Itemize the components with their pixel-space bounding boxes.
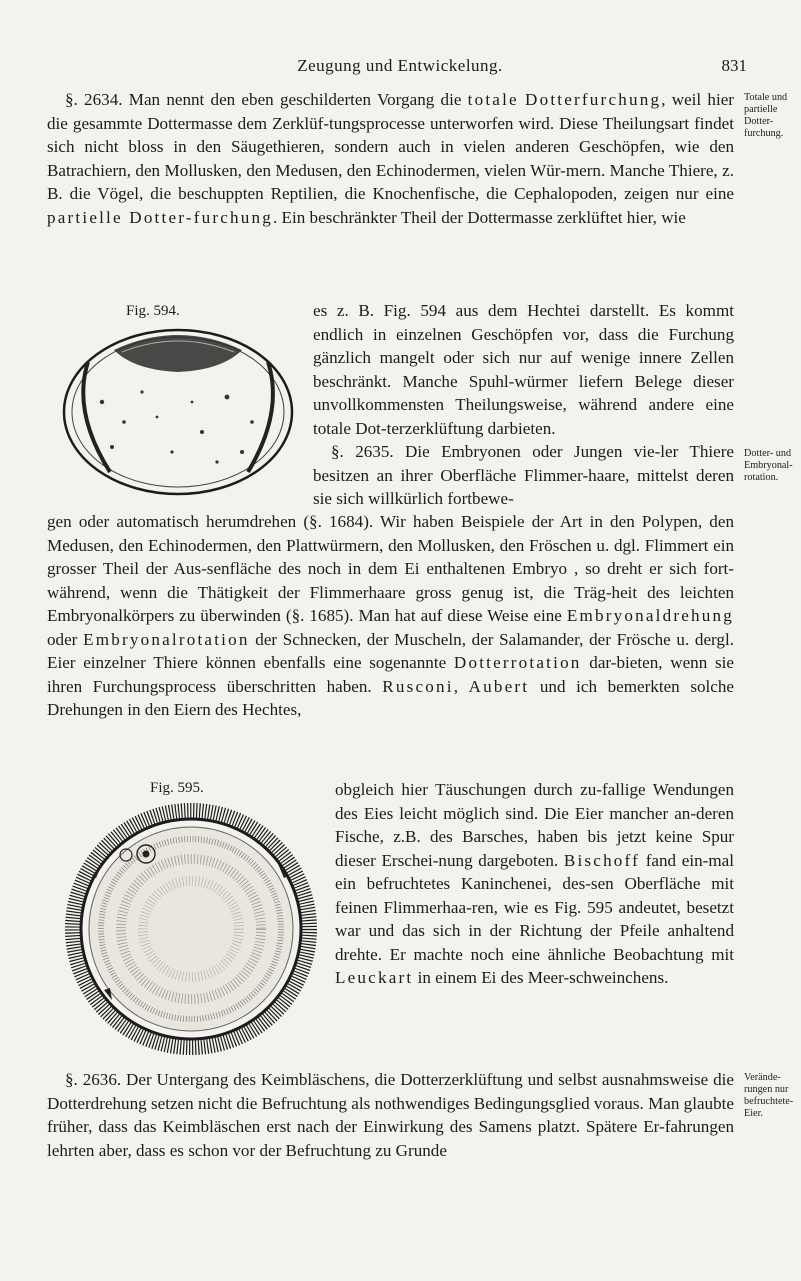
author-bischoff: Bischoff	[563, 850, 641, 870]
text-run: gen oder automatisch herumdrehen (§. 1684). Wir haben Beispiele der Art in den Polypen, den Medusen, den Echinodermen, den Plattwürmern, den Mollusken, den Fröschen u. dgl. Flimmert ein grosser Theil der Aus-senfläche des noch in dem Ei enthaltenen Embryo , so dreht er sich fort-während, wenn die Thätigkeit der Flimmerhaare gross genug ist, die Träg-heit des leichten Embryonalkörpers zu überwinden (§. 1685). Man hat auf diese Weise eine	[47, 512, 734, 625]
page-number: 831	[721, 56, 747, 75]
author-rusconi: Rusconi	[382, 676, 454, 696]
running-title: Zeugung und Entwickelung.	[297, 56, 503, 75]
text-run: dar-bieten, wenn sie ihren Furchungsprocess überschritten haben.	[47, 653, 734, 696]
emphasis-totale: totale	[467, 90, 519, 109]
author-leuckart: Leuckart	[335, 968, 414, 987]
figure-594-label: Fig. 594.	[126, 303, 180, 319]
margin-note-rotation: Dotter- und Embryonal-rotation.	[744, 448, 793, 483]
emphasis-embryonalrotation: Embryonalrotation	[83, 629, 250, 649]
emphasis-embryonaldrehung: Embryonaldrehung	[566, 606, 734, 625]
figure-595-ciliated-egg-illustration	[60, 800, 322, 1058]
text-run: oder	[47, 629, 84, 649]
text-run: §. 2634. Man nennt den eben geschilderten Vorgang die	[65, 90, 468, 109]
text-run: in einem Ei des Meer-schweinchens.	[413, 968, 669, 987]
text-run: es z. B. Fig. 594 aus dem Hechtei darstellt. Es kommt endlich in einzelnen Geschöpfen vor, dass die Furchung gänzlich mangelt oder sich nur auf wenige innere Zellen beschränkt. Manche Spuhl-würmer liefern Belege dieser unvollkommensten Theilungsweise, während andere eine totale Dot-terzerklüftung darbieten.	[313, 301, 734, 438]
emphasis-partielle: partielle Dotter-furchung	[47, 207, 273, 227]
wrapped-text-fig595	[335, 778, 734, 990]
text-run: obgleich hier Täuschungen durch zu-fallige Wendungen des Eies leicht möglich sind. Die Eier mancher an-deren Fische, z.B. des Barsches, haben bis jetzt keine Spur dieser Erschei-nung dargeboten.	[335, 780, 734, 870]
paragraph-2636	[47, 1068, 734, 1162]
text-run: §. 2636. Der Untergang des Keimbläschens, die Dotterzerklüftung und selbst ausnahmsweise die Dotterdrehung setzen nicht die Befruchtung als nothwendiges Bedingungsglied voraus. Man glaubte früher, dass das Keimbläschen erst nach der Einwirkung des Samens platzt. Spätere Er-fahrungen lehrten aber, dass es schon vor der Befruchtung zu Grunde	[47, 1070, 734, 1160]
text-run: , weil hier die gesammte Dottermasse dem Zerklüf-tungsprocesse unterworfen wird. Diese Theilungsart findet sich nicht bloss in den Säugethieren, sondern auch in vielen anderen Geschöpfen, wie den Batrachiern, den Mollusken, den Medusen, den Echinodermen, vielen Wür-mern. Manche Thiere, z. B. die Vögel, die beschuppten Reptilien, die Knochenfische, die Cephalopoden, zeigen nur eine	[47, 90, 734, 203]
text-run: fand ein-mal ein befruchtetes Kaninchenei, des-sen Oberfläche mit feinen Flimmerhaa-ren, wie es Fig. 595 andeutet, besetzt war und das sich in der Richtung der Pfeile anhaltend drehte. Er machte noch eine ähnliche Beobachtung mit	[335, 850, 734, 964]
wrapped-text-fig594	[313, 299, 734, 511]
text-run: und ich bemerkten solche Drehungen in den Eiern des Hechtes,	[47, 676, 734, 719]
margin-note-veraenderungen: Verände-rungen nur befruchtete-Eier.	[744, 1072, 794, 1119]
emphasis-dotterrotation: Dotterrotation	[453, 653, 582, 672]
text-run: ,	[453, 676, 469, 696]
paragraph-2634	[47, 88, 734, 229]
author-aubert: Aubert	[468, 676, 530, 696]
text-run: . Ein beschränkter Theil der Dottermasse zerklüftet hier, wie	[273, 207, 686, 227]
text-run: §. 2635. Die Embryonen oder Jungen vie-ler Thiere besitzen an ihrer Oberfläche Flimmer-haare, mittelst deren sie sich willkürlich fortbewe-	[313, 442, 734, 508]
figure-595-label: Fig. 595.	[150, 780, 204, 796]
emphasis-dotterfurchung: Dotterfurchung	[525, 90, 662, 109]
figure-594-egg-illustration	[52, 322, 302, 500]
text-run: der Schnecken, der Muscheln, der Salamander, der Frösche u. dergl. Eier einzelner Thiere können ebenfalls eine sogenannte	[47, 629, 734, 672]
paragraph-2635-continued	[47, 510, 734, 722]
margin-note-totale-partielle: Totale und partielle Dotter-furchung.	[744, 92, 788, 139]
page-header	[0, 56, 801, 80]
